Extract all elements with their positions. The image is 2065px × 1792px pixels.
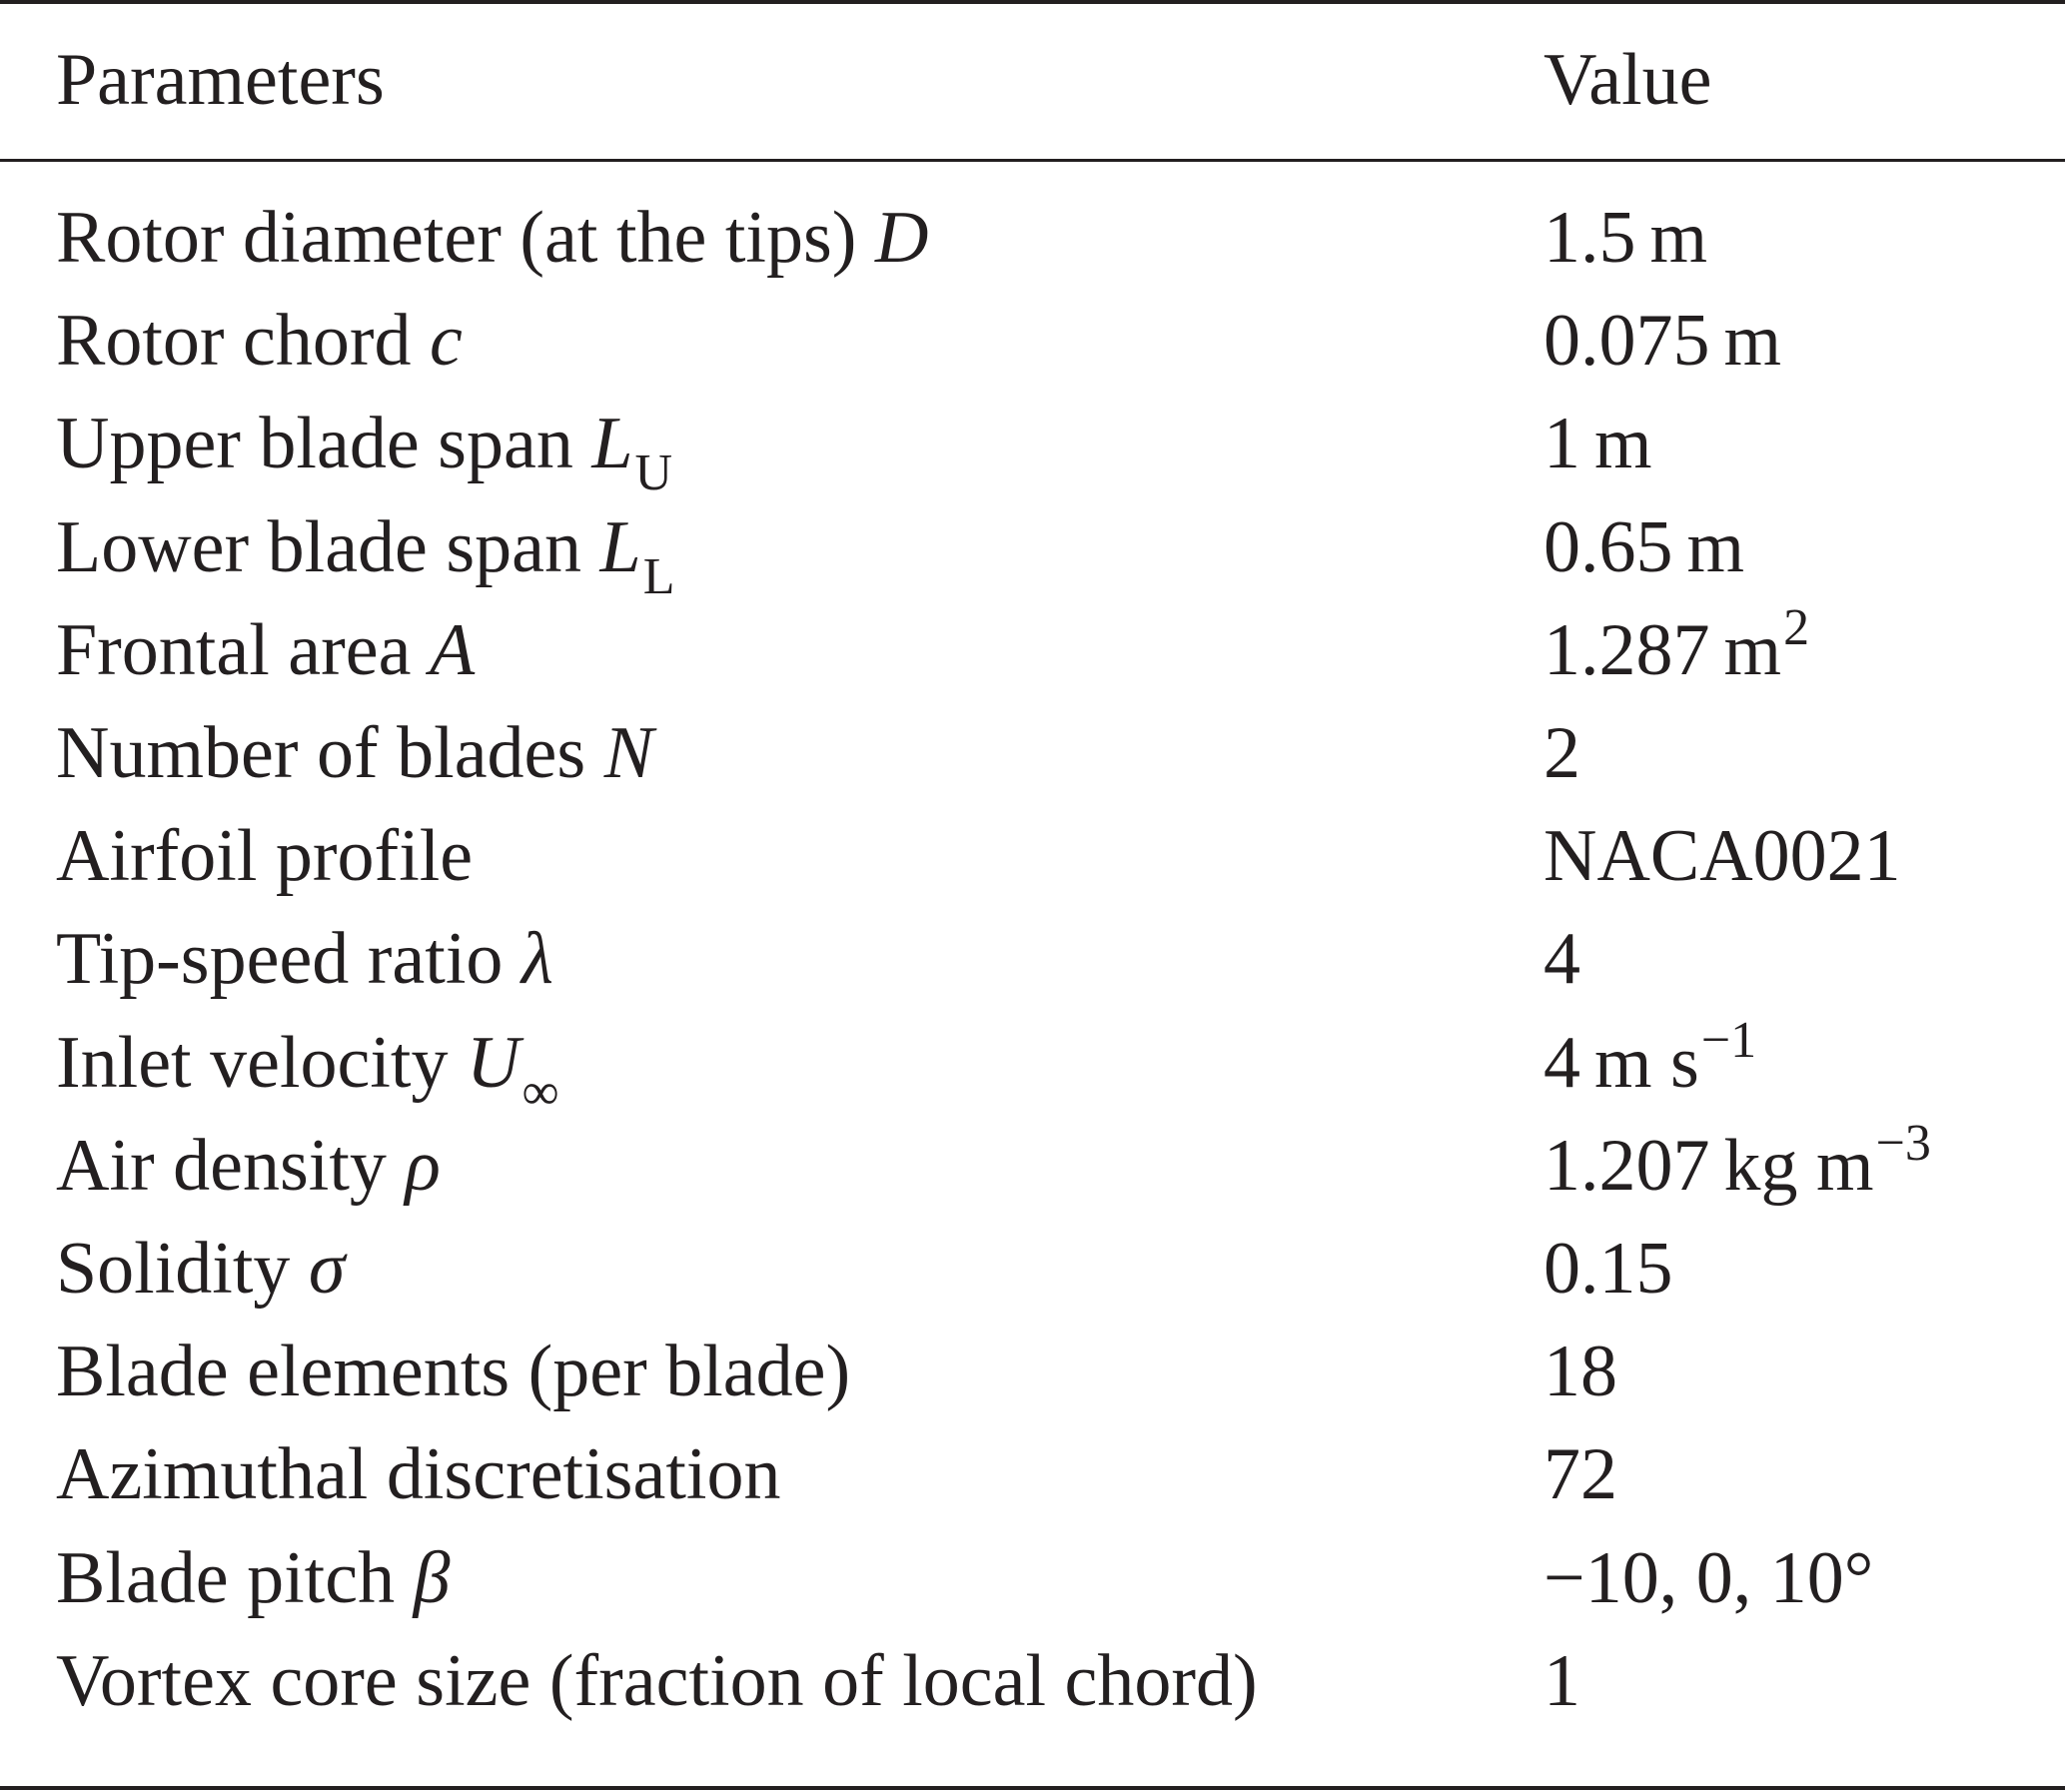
value-unit: kg m — [1723, 1124, 1874, 1207]
value-cell — [1544, 1217, 1673, 1321]
parameter-label: Tip-speed ratio — [56, 918, 504, 1001]
table-row — [0, 392, 2065, 502]
parameter-symbol: σ — [308, 1228, 346, 1310]
parameter-label: Upper blade span — [56, 403, 573, 485]
value-number: 1.5 — [1544, 197, 1636, 279]
parameter-symbol: A — [429, 608, 476, 691]
header-value: Value — [1544, 39, 1712, 121]
table-row — [0, 186, 2065, 290]
value-cell — [1544, 1011, 1756, 1123]
value-cell — [1544, 701, 1580, 805]
value-cell — [1544, 804, 1901, 908]
table-row — [0, 701, 2065, 805]
parameter-cell — [56, 1011, 559, 1123]
parameter-label: Inlet velocity — [56, 1021, 449, 1104]
value-unit: m — [1723, 300, 1782, 383]
parameter-cell — [56, 1629, 1258, 1733]
value-cell — [1544, 186, 1707, 290]
parameter-cell — [56, 1320, 850, 1423]
table-row — [0, 1629, 2065, 1733]
parameter-cell — [56, 186, 928, 290]
value-number: −10, 0, 10° — [1544, 1536, 1874, 1619]
parameter-symbol: N — [603, 712, 654, 794]
parameter-label: Vortex core size (fraction of local chord) — [56, 1639, 1258, 1722]
value-number: 72 — [1544, 1433, 1617, 1516]
parameter-symbol: λ — [520, 918, 553, 1001]
header-parameters: Parameters — [56, 39, 385, 121]
parameter-cell — [56, 495, 674, 607]
value-number: 1 — [1544, 403, 1580, 485]
parameter-cell — [56, 392, 672, 503]
parameter-symbol-subscript: U — [634, 445, 673, 502]
table-bottom-rule — [0, 1786, 2065, 1790]
value-unit-superscript: 2 — [1783, 598, 1810, 656]
parameter-symbol: ρ — [405, 1124, 441, 1207]
value-unit: m — [1594, 403, 1652, 485]
parameter-symbol-subscript: ∞ — [521, 1063, 559, 1121]
table-row — [0, 1422, 2065, 1526]
value-number: 1.287 — [1544, 608, 1710, 691]
parameter-cell — [56, 1526, 450, 1630]
parameter-label: Air density — [56, 1124, 387, 1207]
value-number: 0.075 — [1544, 300, 1710, 383]
parameter-symbol: β — [413, 1536, 451, 1619]
table-row — [0, 1114, 2065, 1218]
parameter-cell — [56, 804, 473, 908]
value-cell — [1544, 289, 1781, 393]
parameter-label: Number of blades — [56, 712, 586, 794]
parameter-label: Airfoil profile — [56, 815, 474, 898]
value-cell — [1544, 1422, 1617, 1526]
parameter-label: Rotor chord — [56, 300, 412, 383]
value-number: 4 — [1544, 1021, 1580, 1104]
parameter-cell — [56, 1114, 441, 1218]
value-number: NACA0021 — [1544, 815, 1901, 898]
parameter-label: Lower blade span — [56, 505, 582, 588]
value-number: 4 — [1544, 918, 1580, 1001]
parameter-label: Rotor diameter (at the tips) — [56, 197, 857, 279]
value-cell — [1544, 1320, 1617, 1423]
value-cell — [1544, 1526, 1873, 1630]
parameter-cell — [56, 598, 475, 702]
table-row — [0, 1011, 2065, 1121]
value-number: 0.65 — [1544, 505, 1673, 588]
parameter-label: Solidity — [56, 1228, 291, 1310]
parameter-symbol: D — [874, 197, 929, 279]
value-number: 0.15 — [1544, 1228, 1673, 1310]
parameter-label: Blade elements (per blade) — [56, 1331, 851, 1413]
parameter-cell — [56, 1422, 780, 1526]
table-row — [0, 289, 2065, 393]
parameter-cell — [56, 1217, 345, 1321]
value-number: 1.207 — [1544, 1124, 1710, 1207]
value-cell — [1544, 598, 1809, 710]
value-number: 2 — [1544, 712, 1580, 794]
parameter-label: Frontal area — [56, 608, 412, 691]
parameter-cell — [56, 907, 553, 1011]
table-top-rule — [0, 0, 2065, 4]
table-row — [0, 598, 2065, 702]
parameter-cell — [56, 289, 463, 393]
parameter-symbol: L — [591, 403, 633, 485]
parameter-symbol: c — [430, 300, 463, 383]
value-unit: m s — [1594, 1021, 1699, 1104]
value-unit: m — [1686, 505, 1745, 588]
value-number: 1 — [1544, 1639, 1580, 1722]
parameter-symbol-subscript: L — [642, 547, 675, 605]
table-row — [0, 1320, 2065, 1423]
value-cell — [1544, 495, 1744, 599]
value-cell — [1544, 1114, 1931, 1226]
value-unit: m — [1649, 197, 1708, 279]
parameter-cell — [56, 701, 653, 805]
value-unit-superscript: −3 — [1875, 1114, 1931, 1172]
value-unit: m — [1723, 608, 1782, 691]
parameter-label: Blade pitch — [56, 1536, 396, 1619]
value-number: 18 — [1544, 1331, 1617, 1413]
value-unit-superscript: −1 — [1700, 1011, 1757, 1069]
parameter-symbol: U — [466, 1021, 520, 1104]
table-row — [0, 1526, 2065, 1630]
table-header-rule — [0, 159, 2065, 162]
table-header-row — [0, 28, 2065, 132]
parameter-label: Azimuthal discretisation — [56, 1433, 781, 1516]
table-row — [0, 804, 2065, 908]
table-row — [0, 495, 2065, 605]
value-cell — [1544, 907, 1580, 1011]
table-row — [0, 1217, 2065, 1321]
value-cell — [1544, 392, 1652, 495]
value-cell — [1544, 1629, 1580, 1733]
parameter-symbol: L — [599, 505, 641, 588]
table-row — [0, 907, 2065, 1011]
